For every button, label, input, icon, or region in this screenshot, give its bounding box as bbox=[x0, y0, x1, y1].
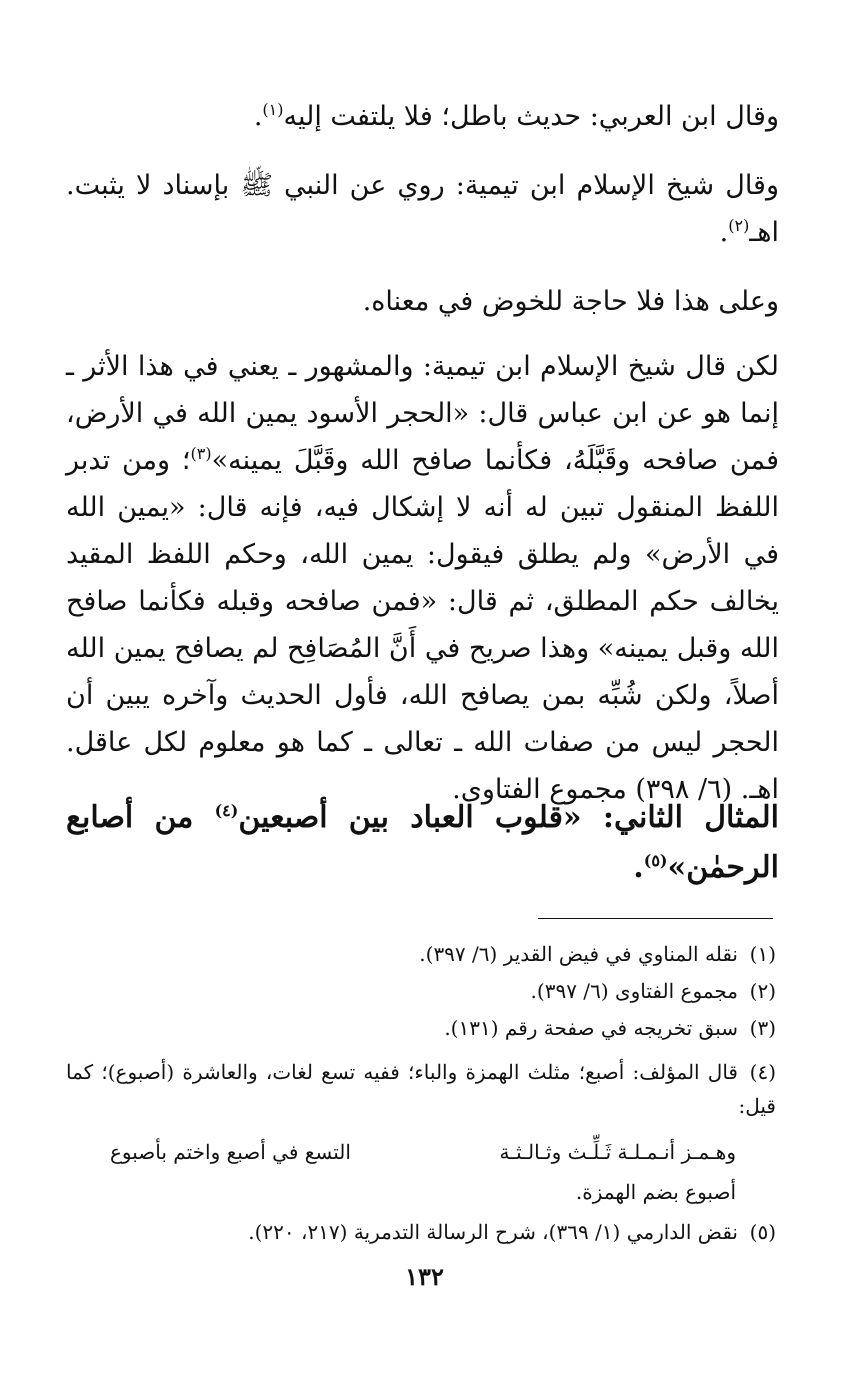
footnote-text: أصبوع بضم الهمزة. bbox=[575, 1180, 736, 1204]
paragraph-text: ؛ ومن تدبر اللفظ المنقول تبين له أنه لا إشكال فيه، فإنه قال: «يمين الله في الأرض» ولم يطلق فيقول: يمين الله، وحكم اللفظ المقيد يخالف حكم المطلق، ثم قال: «فمن صافحه وقبله فكأنما صافح الله وقبل يمينه» وهذا صريح في أَنَّ المُصَافِح لم يصافح يمين الله أصلاً، ولكن شُبِّه بمن يصافح الله، فأول الحديث وآخره يبين أن الحجر ليس من صفات الله ـ تعالى ـ كما هو معلوم لكل عاقل. اهـ. (٦/ ٣٩٨) مجموع الفتاوى. bbox=[66, 445, 779, 805]
footnote-ref: (٢) bbox=[728, 216, 750, 235]
footnote-number: (١) bbox=[749, 942, 776, 966]
footnote-4-end bbox=[66, 1175, 776, 1209]
paragraph-ibn-taymiyyah: وقال شيخ الإسلام ابن تيمية: روي عن النبي ﷺ بإسناد لا يثبت. اهـ$^{(٢)}$. bbox=[66, 170, 779, 248]
paragraph-ibn-arabi: وقال ابن العربي: حديث باطل؛ فلا يلتفت إليه$^{(١)}$. bbox=[253, 100, 779, 132]
paragraph-conclusion bbox=[66, 278, 779, 325]
section-heading: المثال الثاني: «قلوب العباد بين أصبعين$^{(٤)}$ من أصابع الرحمٰن»$^{(٥)}$. bbox=[66, 800, 780, 885]
footnote-number: (٢) bbox=[749, 979, 776, 1003]
paragraph-text: لكن قال شيخ الإسلام ابن تيمية: والمشهور ـ يعني في هذا الأثر ـ إنما هو عن ابن عباس قال: «الحجر الأسود يمين الله في الأرض، فمن صافحه وقَبَّلَهُ، فكأنما صافح الله وقَبَّلَ يمينه» bbox=[66, 351, 779, 476]
footnote-text: قال المؤلف: أصبع؛ مثلث الهمزة والباء؛ ففيه تسع لغات، والعاشرة (أصبوع)؛ كما قيل: bbox=[66, 1060, 776, 1118]
footnote-text: نقض الدارمي (١/ ٣٦٩)، شرح الرسالة التدمرية (٢١٧، ٢٢٠). bbox=[248, 1220, 738, 1244]
footnote-text: سبق تخريجه في صفحة رقم (١٣١). bbox=[444, 1016, 738, 1040]
footnote-number: (٤) bbox=[749, 1060, 776, 1084]
heading-text: المثال الثاني: «قلوب العباد بين أصبعين bbox=[238, 800, 780, 835]
footnote-text: نقله المناوي في فيض القدير (٦/ ٣٩٧). bbox=[419, 942, 738, 966]
footnote-ref: (٤) bbox=[214, 801, 239, 820]
heading-text: من أصابع الرحمٰن» bbox=[66, 800, 779, 885]
verse-hemistich-left: التسع في أصبع واختم بأصبوع bbox=[110, 1140, 351, 1164]
paragraph-text: وقال ابن العربي: حديث باطل؛ فلا يلتفت إليه bbox=[283, 101, 779, 132]
page-number: ١٣٢ bbox=[405, 1262, 444, 1291]
poem-verse bbox=[110, 1135, 736, 1169]
footnote-5 bbox=[66, 1215, 776, 1249]
footnote-number: (٥) bbox=[749, 1220, 776, 1244]
footnote-ref: (٥) bbox=[643, 851, 668, 870]
footnote-separator bbox=[538, 918, 773, 919]
footnote-ref: (٣) bbox=[190, 444, 212, 463]
footnote-ref: (١) bbox=[262, 100, 284, 119]
paragraph-explanation bbox=[66, 343, 779, 813]
paragraph-text: وعلى هذا فلا حاجة للخوض في معناه. bbox=[362, 286, 779, 317]
footnote-2 bbox=[66, 974, 776, 1008]
footnote-number: (٣) bbox=[749, 1016, 776, 1040]
footnote-1 bbox=[66, 937, 776, 971]
footnote-text: مجموع الفتاوى (٦/ ٣٩٧). bbox=[530, 979, 738, 1003]
footnote-4 bbox=[66, 1055, 776, 1123]
paragraph-text: وقال شيخ الإسلام ابن تيمية: روي عن النبي ﷺ بإسناد لا يثبت. اهـ bbox=[66, 170, 779, 248]
footnote-3 bbox=[66, 1011, 776, 1045]
verse-hemistich-right: وهـمـز أنـمـلـة ثَـلِّـث وثـالـثـة bbox=[499, 1140, 736, 1164]
